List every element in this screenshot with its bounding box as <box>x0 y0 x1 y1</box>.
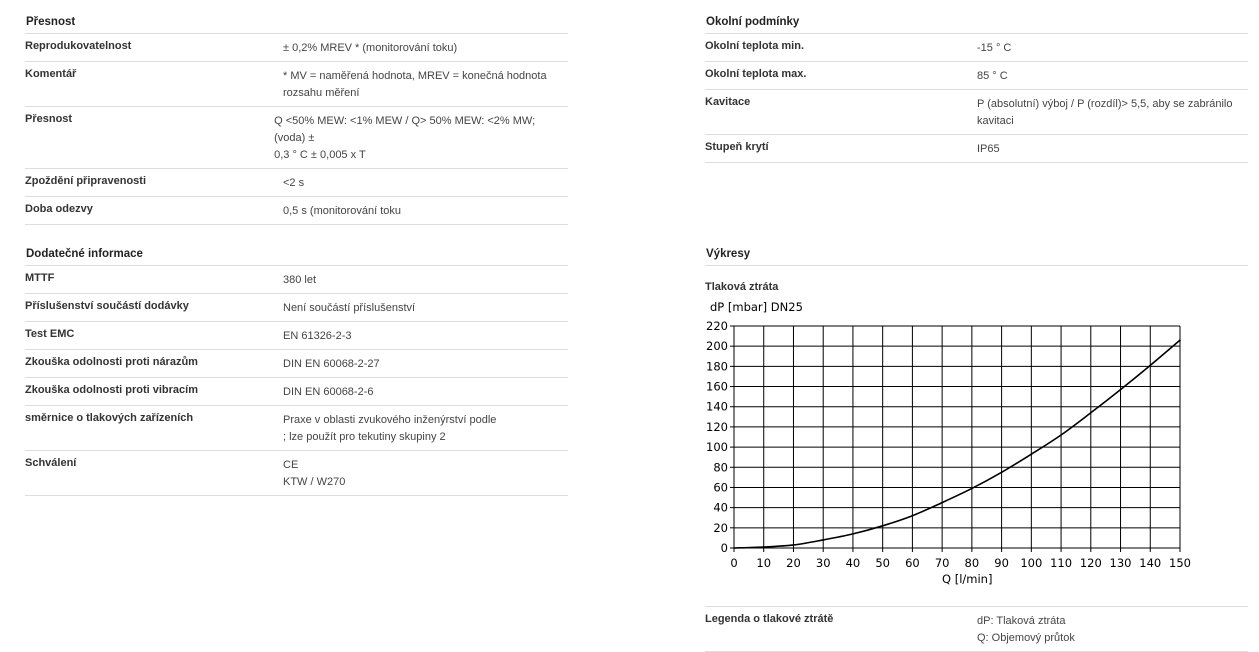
data-point <box>971 488 973 490</box>
x-tick-label: 140 <box>1139 556 1162 570</box>
spec-row <box>25 34 568 62</box>
spec-label: Test EMC <box>25 328 75 340</box>
x-tick-label: 110 <box>1050 556 1073 570</box>
data-point <box>733 547 735 549</box>
spec-row <box>25 169 568 197</box>
spec-row <box>25 451 568 496</box>
drawing-label: Tlaková ztráta <box>705 281 779 293</box>
spec-value <box>283 197 401 224</box>
x-tick-label: 130 <box>1109 556 1132 570</box>
spec-row <box>25 406 568 451</box>
spec-label: Okolní teplota min. <box>705 40 805 52</box>
spec-value <box>283 350 380 377</box>
spec-label: Přesnost <box>25 113 73 125</box>
spec-value-line: EN 61326-2-3 <box>283 330 352 342</box>
spec-row <box>25 294 568 322</box>
spec-value <box>283 34 457 61</box>
spec-value-line: KTW / W270 <box>283 476 346 488</box>
spec-table <box>25 34 568 225</box>
data-point <box>1031 453 1033 455</box>
y-tick-label: 140 <box>706 399 728 414</box>
y-tick-label: 160 <box>706 379 728 394</box>
x-tick-label: 150 <box>1169 556 1191 570</box>
spec-table <box>705 607 1248 652</box>
chart-plot <box>700 298 1200 590</box>
pressure-loss-chart <box>700 298 1200 590</box>
data-point <box>882 525 884 527</box>
spec-row <box>705 62 1248 90</box>
spec-value-line: <2 s <box>283 177 305 189</box>
y-tick-label: 120 <box>706 419 728 434</box>
pressure-loss-curve <box>734 340 1180 548</box>
spec-value-line: P (absolutní) výboj / P (rozdíl)> 5,5, aby se zabránilo <box>977 98 1233 110</box>
y-tick-label: 220 <box>706 319 728 333</box>
section-additional-info <box>25 243 568 496</box>
y-tick-label: 60 <box>713 480 728 495</box>
spec-label: Okolní teplota max. <box>705 68 807 80</box>
y-tick-label: 40 <box>713 500 728 515</box>
spec-row <box>25 378 568 406</box>
spec-value <box>283 378 374 405</box>
y-tick-label: 200 <box>706 339 728 354</box>
spec-value <box>283 322 352 349</box>
y-tick-label: 180 <box>706 359 728 374</box>
data-point <box>1179 339 1181 341</box>
x-tick-label: 20 <box>786 556 801 570</box>
spec-value-line: rozsahu měření <box>283 87 360 99</box>
x-axis-label: Q [l/min] <box>942 572 993 586</box>
y-tick-label: 20 <box>713 520 728 535</box>
spec-row <box>25 266 568 294</box>
x-tick-label: 70 <box>934 556 950 570</box>
spec-row <box>25 107 568 169</box>
spec-value <box>283 294 415 321</box>
x-tick-label: 40 <box>845 556 861 570</box>
spec-label: Zkouška odolnosti proti nárazům <box>25 356 198 368</box>
spec-label: MTTF <box>25 272 55 284</box>
data-point <box>1060 434 1062 436</box>
spec-label: Komentář <box>25 68 77 80</box>
data-point <box>941 502 943 504</box>
data-point <box>1149 365 1151 367</box>
y-tick-label: 80 <box>713 460 728 475</box>
spec-table <box>705 34 1248 163</box>
spec-value-line: Q: Objemový průtok <box>977 632 1075 644</box>
spec-value-line: -15 ° C <box>977 42 1012 54</box>
spec-label: směrnice o tlakových zařízeních <box>25 412 194 424</box>
spec-row <box>705 607 1248 652</box>
spec-value <box>977 607 1075 651</box>
spec-value <box>977 62 1008 89</box>
section-accuracy <box>25 11 568 225</box>
spec-value-line: IP65 <box>977 143 1000 155</box>
x-tick-label: 90 <box>994 556 1009 570</box>
spec-value-line: dP: Tlaková ztráta <box>977 615 1066 627</box>
spec-value-line: * MV = naměřená hodnota, MREV = konečná hodnota <box>283 70 547 82</box>
spec-row <box>705 90 1248 135</box>
spec-value-line: Q <50% MEW: <1% MEW / Q> 50% MEW: <2% MW; (voda) ± <box>274 115 536 144</box>
data-point <box>1090 412 1092 414</box>
spec-value-line: kavitaci <box>977 115 1014 127</box>
spec-value <box>283 169 304 196</box>
spec-label: Doba odezvy <box>25 203 93 215</box>
data-point <box>1120 389 1122 391</box>
spec-value-line: 85 ° C <box>977 70 1008 82</box>
spec-value <box>977 34 1011 61</box>
spec-row <box>25 322 568 350</box>
y-tick-label: 100 <box>706 440 728 455</box>
spec-value-line: Praxe v oblasti zvukového inženýrství podle <box>283 414 497 426</box>
x-tick-label: 120 <box>1079 556 1102 570</box>
data-point <box>1001 472 1003 474</box>
spec-value-line: 0,5 s (monitorování toku <box>283 205 402 217</box>
spec-row <box>705 34 1248 62</box>
spec-label: Zpoždění připravenosti <box>25 175 147 187</box>
data-point <box>793 544 795 546</box>
spec-value <box>274 107 568 168</box>
chart-title: dP [mbar] DN25 <box>710 300 803 314</box>
section-title: Dodatečné informace <box>25 243 568 266</box>
spec-value-line: Není součástí příslušenství <box>283 302 416 314</box>
spec-label: Příslušenství součástí dodávky <box>25 300 189 312</box>
section-legend <box>705 606 1248 652</box>
spec-label: Legenda o tlakové ztrátě <box>705 613 834 625</box>
spec-value <box>283 451 345 495</box>
spec-table <box>25 266 568 496</box>
spec-value-line: ; lze použít pro tekutiny skupiny 2 <box>283 431 446 443</box>
x-tick-label: 80 <box>964 556 980 570</box>
x-tick-label: 100 <box>1020 556 1043 570</box>
spec-value <box>283 406 496 450</box>
spec-value <box>283 266 316 293</box>
data-point <box>852 533 854 535</box>
spec-row <box>25 197 568 225</box>
spec-label: Stupeň krytí <box>705 141 769 153</box>
y-tick-label: 0 <box>720 541 728 555</box>
spec-label: Schválení <box>25 457 77 469</box>
spec-label: Reprodukovatelnost <box>25 40 132 52</box>
spec-label: Kavitace <box>705 96 751 108</box>
spec-value-line: 0,3 ° C ± 0,005 x T <box>274 149 366 161</box>
spec-value-line: 380 let <box>283 274 317 286</box>
data-point <box>763 546 765 548</box>
spec-value-line: DIN EN 60068-2-6 <box>283 386 374 398</box>
spec-value <box>977 135 1000 162</box>
data-point <box>912 515 914 517</box>
section-drawings <box>705 243 1248 295</box>
spec-value-line: ± 0,2% MREV * (monitorování toku) <box>283 42 458 54</box>
spec-row <box>25 350 568 378</box>
spec-row <box>705 135 1248 163</box>
x-tick-label: 0 <box>730 556 738 570</box>
x-tick-label: 30 <box>815 556 831 570</box>
spec-value <box>283 62 547 106</box>
section-title: Přesnost <box>25 11 568 34</box>
section-title: Okolní podmínky <box>705 11 1248 34</box>
data-point <box>822 539 824 541</box>
x-tick-label: 50 <box>875 556 890 570</box>
spec-row <box>25 62 568 107</box>
x-tick-label: 10 <box>756 556 772 570</box>
x-tick-label: 60 <box>905 556 920 570</box>
section-title: Výkresy <box>705 243 1248 266</box>
spec-value-line: DIN EN 60068-2-27 <box>283 358 380 370</box>
spec-value-line: CE <box>283 459 299 471</box>
spec-label: Zkouška odolnosti proti vibracím <box>25 384 198 396</box>
spec-value <box>977 90 1232 134</box>
section-ambient-conditions <box>705 11 1248 163</box>
